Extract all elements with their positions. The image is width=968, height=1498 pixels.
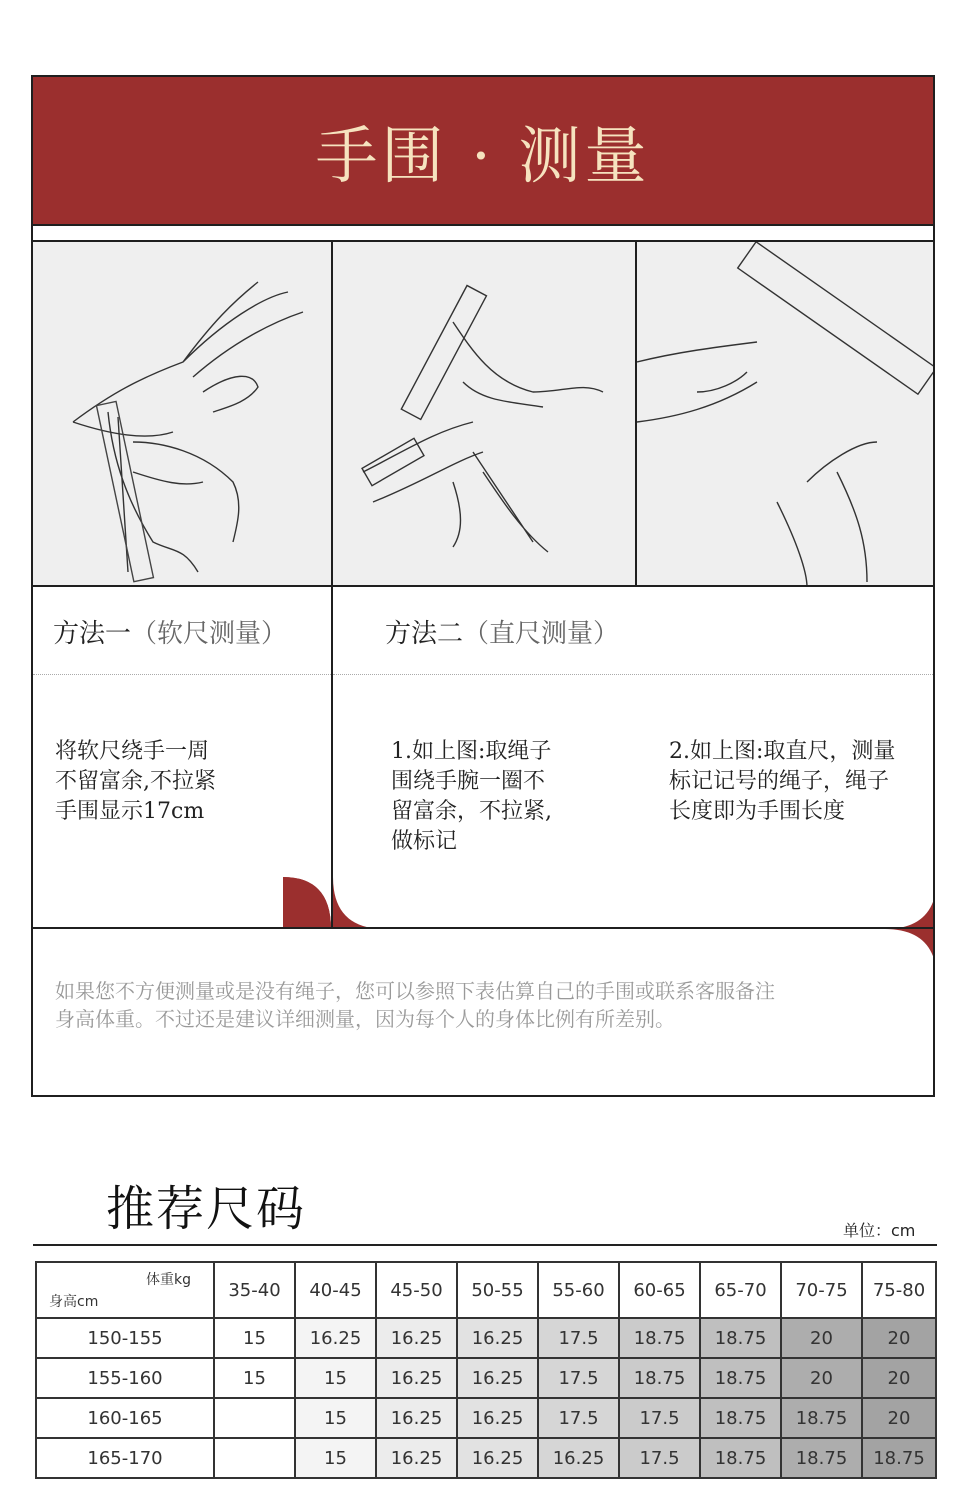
height-cell: 160-165 <box>36 1398 214 1438</box>
method-one-title <box>53 613 287 650</box>
method-two-step-two <box>669 737 895 827</box>
size-cell: 18.75 <box>700 1438 781 1478</box>
divider <box>331 585 333 927</box>
size-cell: 16.25 <box>376 1438 457 1478</box>
size-cell: 18.75 <box>619 1358 700 1398</box>
size-cell: 17.5 <box>619 1398 700 1438</box>
note-line: 如果您不方便测量或是没有绳子，您可以参照下表估算自己的手围或联系客服备注 <box>55 979 775 1003</box>
height-cell: 165-170 <box>36 1438 214 1478</box>
size-cell: 20 <box>862 1398 936 1438</box>
desc-line: 不留富余,不拉紧 <box>55 769 216 794</box>
size-cell: 18.75 <box>781 1438 862 1478</box>
size-cell: 16.25 <box>457 1438 538 1478</box>
size-cell: 16.25 <box>457 1358 538 1398</box>
size-cell: 18.75 <box>862 1438 936 1478</box>
weight-header: 体重kg <box>146 1272 191 1288</box>
table-row <box>36 1358 936 1398</box>
title-banner <box>33 77 933 224</box>
size-cell: 17.5 <box>619 1438 700 1478</box>
method-two-subtitle: （直尺测量） <box>463 619 620 649</box>
size-cell <box>214 1398 295 1438</box>
size-cell: 16.25 <box>376 1318 457 1358</box>
weight-col-header: 45-50 <box>376 1262 457 1318</box>
desc-line: 将软尺绕手一周 <box>55 739 210 764</box>
ruler-illustration-icon <box>637 242 935 587</box>
size-cell: 18.75 <box>700 1318 781 1358</box>
size-cell: 20 <box>781 1318 862 1358</box>
table-row <box>36 1398 936 1438</box>
size-cell: 18.75 <box>700 1358 781 1398</box>
decor-curve-icon <box>333 877 385 929</box>
size-cell: 16.25 <box>538 1438 619 1478</box>
dotted-divider <box>33 674 331 675</box>
desc-line: 手围显示17cm <box>55 799 205 824</box>
size-cell: 17.5 <box>538 1358 619 1398</box>
soft-tape-illustration-icon <box>33 242 331 587</box>
height-header: 身高cm <box>49 1294 99 1310</box>
size-cell: 16.25 <box>295 1318 376 1358</box>
size-cell: 16.25 <box>457 1398 538 1438</box>
weight-col-header: 40-45 <box>295 1262 376 1318</box>
unit-label: 单位：cm <box>843 1221 916 1240</box>
size-cell: 18.75 <box>781 1398 862 1438</box>
measurement-card <box>31 75 935 1097</box>
measurement-note <box>55 977 915 1033</box>
divider <box>33 927 933 929</box>
method-one-subtitle: （软尺测量） <box>131 619 288 649</box>
desc-line: 留富余，不拉紧, <box>391 799 552 824</box>
desc-line: 2.如上图:取直尺，测量 <box>669 739 896 764</box>
table-row <box>36 1318 936 1358</box>
recommend-title: 推荐尺码 <box>106 1181 307 1237</box>
size-cell: 17.5 <box>538 1398 619 1438</box>
divider <box>33 224 933 226</box>
banner-title: 手围 · 测量 <box>315 119 651 192</box>
size-cell: 15 <box>295 1398 376 1438</box>
weight-col-header: 35-40 <box>214 1262 295 1318</box>
size-cell: 15 <box>214 1318 295 1358</box>
size-cell: 17.5 <box>538 1318 619 1358</box>
decor-curve-icon <box>885 929 935 981</box>
desc-line: 标记记号的绳子，绳子 <box>669 769 890 794</box>
size-cell: 15 <box>214 1358 295 1398</box>
note-line: 身高体重。不过还是建议详细测量，因为每个人的身体比例有所差别。 <box>55 1007 675 1031</box>
weight-col-header: 60-65 <box>619 1262 700 1318</box>
size-cell: 15 <box>295 1358 376 1398</box>
size-cell: 15 <box>295 1438 376 1478</box>
weight-col-header: 65-70 <box>700 1262 781 1318</box>
size-cell: 16.25 <box>376 1398 457 1438</box>
desc-line: 做标记 <box>391 829 458 854</box>
method-one-description <box>55 737 216 827</box>
size-cell <box>214 1438 295 1478</box>
weight-col-header: 70-75 <box>781 1262 862 1318</box>
method-one-label: 方法一 <box>53 619 132 649</box>
desc-line: 长度即为手围长度 <box>669 799 846 824</box>
rope-pen-illustration-icon <box>333 242 635 587</box>
divider <box>33 585 933 587</box>
table-row <box>36 1438 936 1478</box>
size-cell: 20 <box>781 1358 862 1398</box>
title-rule <box>33 1244 937 1246</box>
method-two-step-one <box>391 737 552 857</box>
height-cell: 155-160 <box>36 1358 214 1398</box>
corner-header <box>36 1262 214 1318</box>
decor-curve-icon <box>885 877 935 929</box>
height-cell: 150-155 <box>36 1318 214 1358</box>
size-cell: 20 <box>862 1318 936 1358</box>
weight-col-header: 55-60 <box>538 1262 619 1318</box>
size-cell: 18.75 <box>700 1398 781 1438</box>
table-header-row <box>36 1262 936 1318</box>
desc-line: 围绕手腕一圈不 <box>391 769 546 794</box>
method-two-title <box>385 613 619 650</box>
size-cell: 16.25 <box>376 1358 457 1398</box>
weight-col-header: 75-80 <box>862 1262 936 1318</box>
desc-line: 1.如上图:取绳子 <box>391 739 552 764</box>
size-cell: 16.25 <box>457 1318 538 1358</box>
size-table <box>35 1261 937 1479</box>
method-two-label: 方法二 <box>385 619 464 649</box>
size-cell: 20 <box>862 1358 936 1398</box>
size-cell: 18.75 <box>619 1318 700 1358</box>
dotted-divider <box>333 674 935 675</box>
weight-col-header: 50-55 <box>457 1262 538 1318</box>
